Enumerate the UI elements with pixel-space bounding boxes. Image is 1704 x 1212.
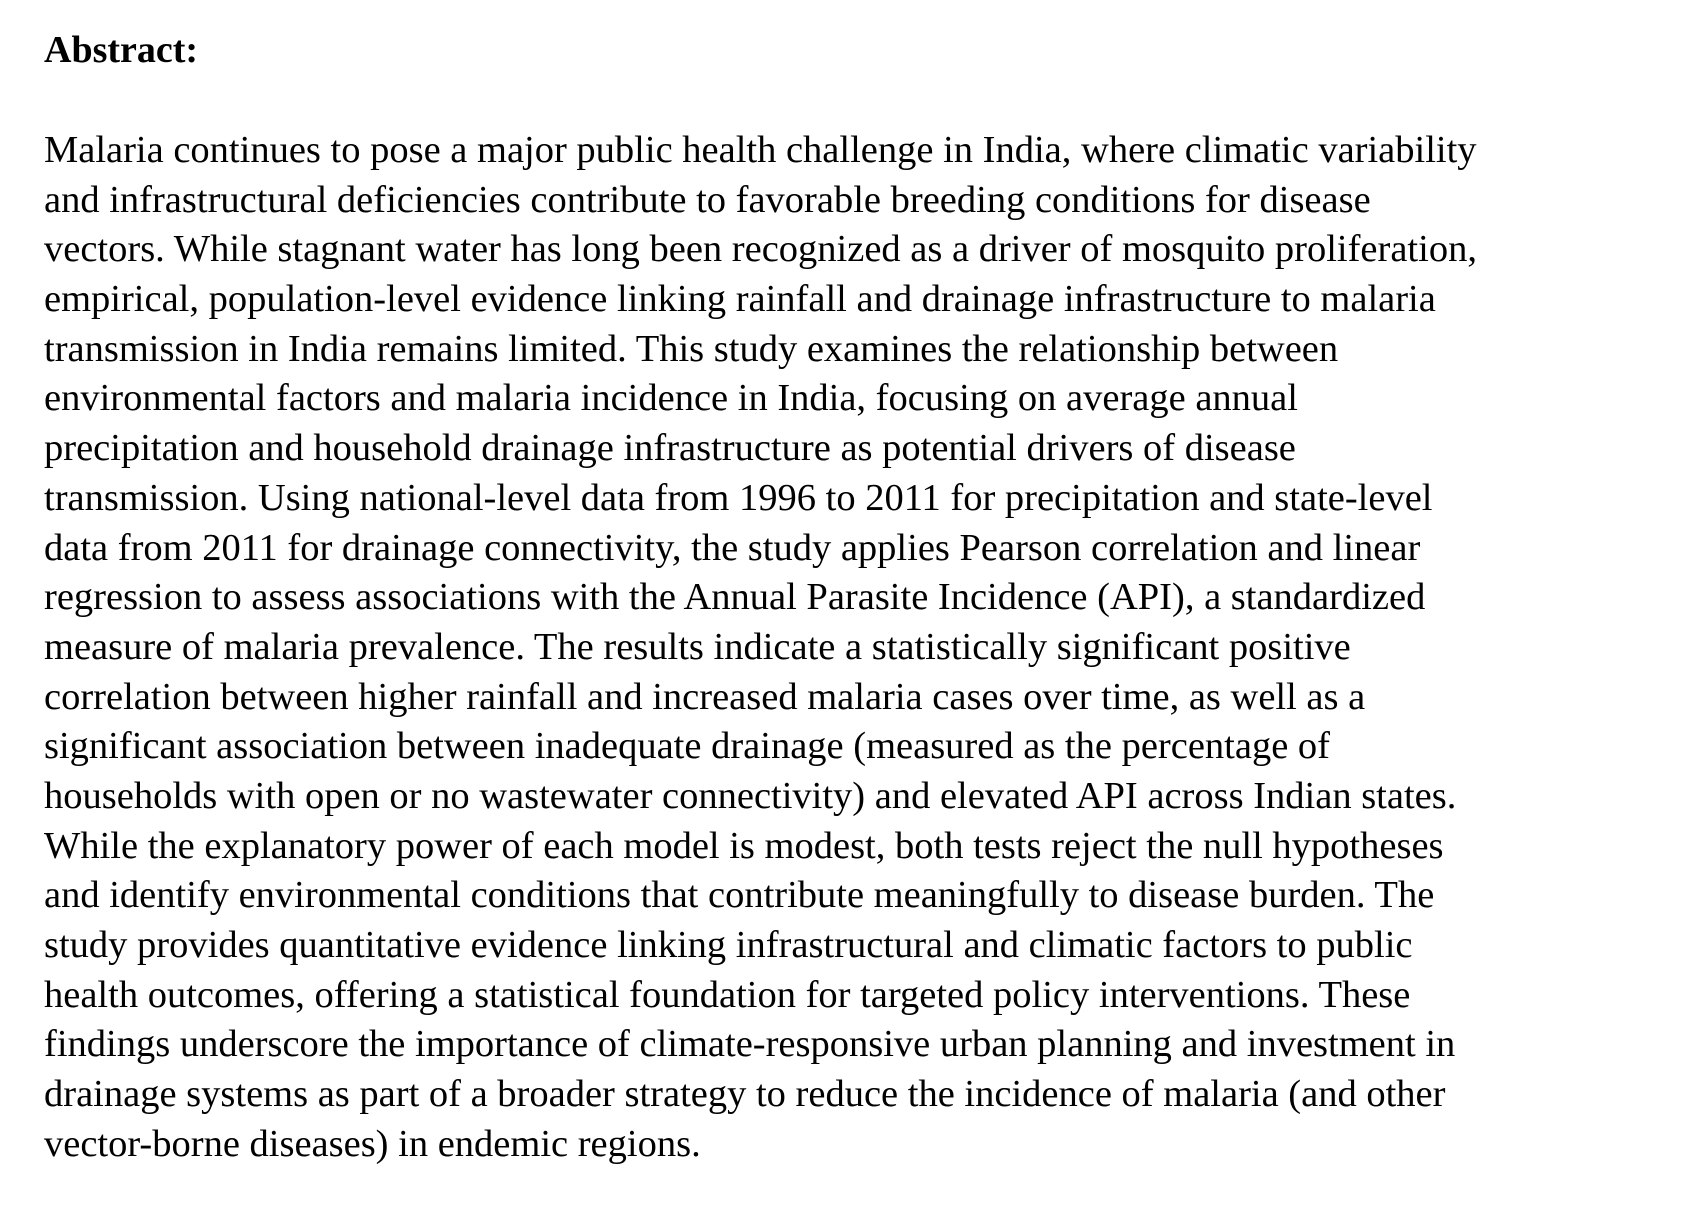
- abstract-line: health outcomes, offering a statistical foundation for targeted policy interventions. These: [44, 973, 1411, 1016]
- abstract-line: study provides quantitative evidence linking infrastructural and climatic factors to public: [44, 924, 1413, 966]
- abstract-line: environmental factors and malaria incidence in India, focusing on average annual: [44, 377, 1298, 420]
- abstract-line: significant association between inadequate drainage (measured as the percentage of: [44, 725, 1330, 768]
- abstract-line: households with open or no wastewater connectivity) and elevated API across Indian states.: [44, 774, 1457, 817]
- abstract-line: data from 2011 for drainage connectivity, the study applies Pearson correlation and linear: [44, 526, 1421, 569]
- abstract-line: While the explanatory power of each model is modest, both tests reject the null hypotheses: [44, 824, 1444, 867]
- abstract-line: vector-borne diseases) in endemic regions.: [44, 1122, 701, 1165]
- abstract-line: findings underscore the importance of climate-responsive urban planning and investment in: [44, 1023, 1456, 1066]
- abstract-line: transmission. Using national-level data from 1996 to 2011 for precipitation and state-level: [44, 476, 1433, 519]
- abstract-line: drainage systems as part of a broader strategy to reduce the incidence of malaria (and other: [44, 1073, 1446, 1116]
- abstract-line: measure of malaria prevalence. The results indicate a statistically significant positive: [44, 625, 1351, 668]
- abstract-line: and infrastructural deficiencies contribute to favorable breeding conditions for disease: [44, 178, 1371, 221]
- abstract-line: vectors. While stagnant water has long been recognized as a driver of mosquito proliferation,: [44, 228, 1477, 271]
- abstract-line: correlation between higher rainfall and increased malaria cases over time, as well as a: [44, 675, 1366, 718]
- abstract-heading: Abstract:: [44, 29, 199, 71]
- abstract-line: and identify environmental conditions that contribute meaningfully to disease burden. The: [44, 874, 1435, 917]
- abstract-body: [44, 126, 1694, 1169]
- abstract-line: precipitation and household drainage infrastructure as potential drivers of disease: [44, 427, 1296, 470]
- abstract-line: empirical, population-level evidence linking rainfall and drainage infrastructure to malaria: [44, 278, 1436, 321]
- abstract-line: regression to assess associations with the Annual Parasite Incidence (API), a standardized: [44, 576, 1426, 619]
- abstract-line: Malaria continues to pose a major public health challenge in India, where climatic variability: [44, 129, 1477, 171]
- abstract-line: transmission in India remains limited. This study examines the relationship between: [44, 327, 1339, 370]
